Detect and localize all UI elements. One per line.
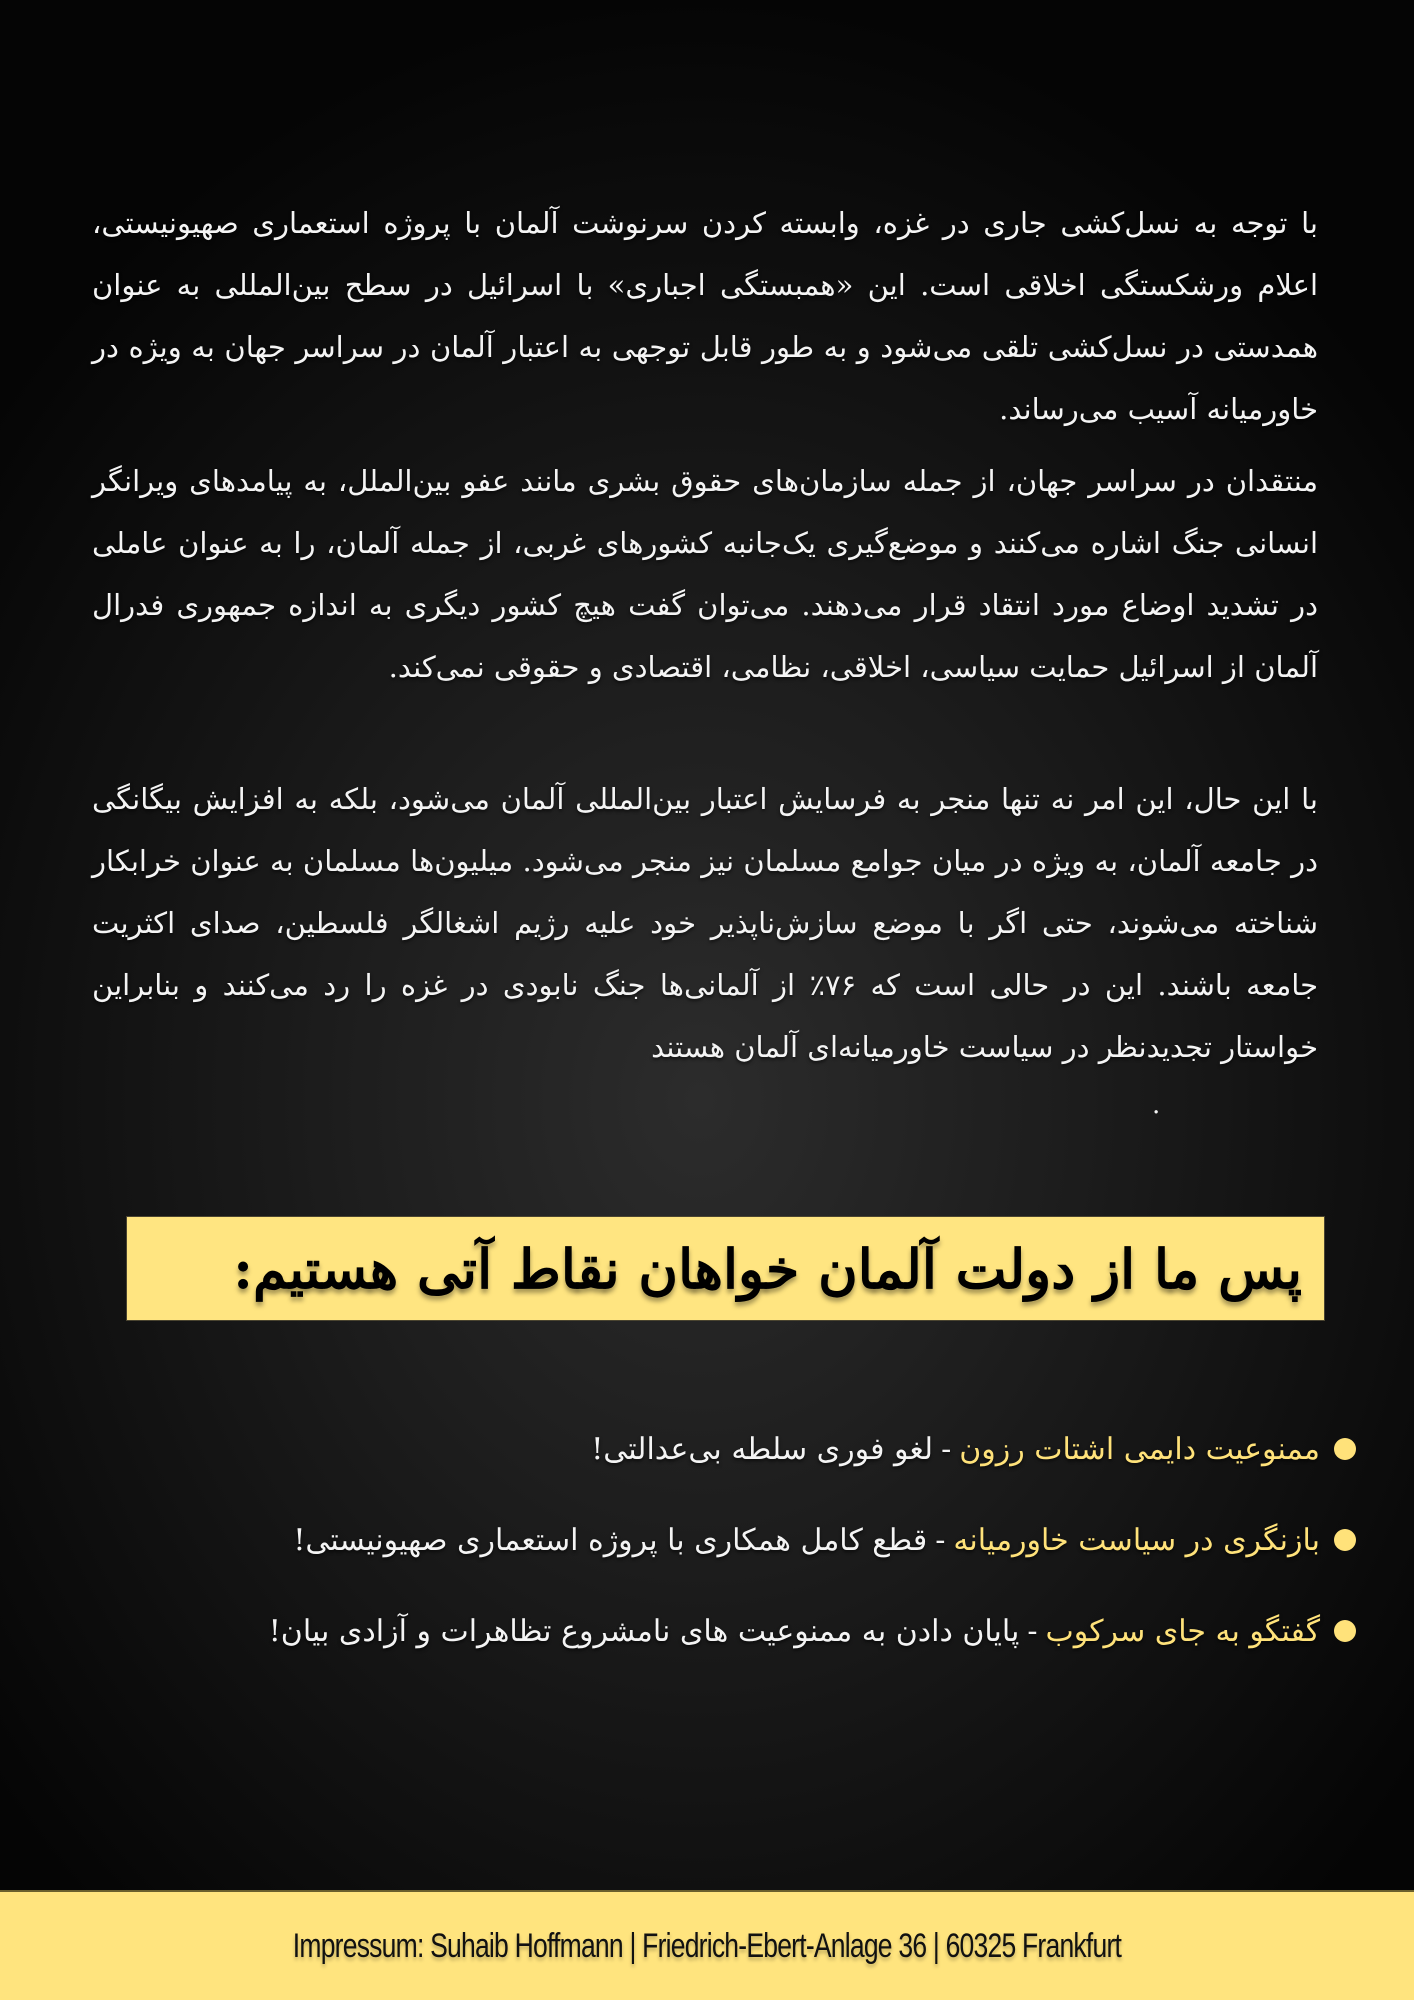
demand-title: گفتگو به جای سرکوب xyxy=(1045,1613,1320,1649)
demands-heading: پس ما از دولت آلمان خواهان نقاط آتی هستیم: xyxy=(233,1236,1302,1301)
demand-item-3 xyxy=(156,1602,1356,1660)
body-paragraph-2: منتقدان در سراسر جهان، از جمله سازمان‌های حقوق بشری مانند عفو بین‌الملل، به پیامدهای ویرانگر انسانی جنگ اشاره می‌کنند و موضع‌گیری یک‌جانبه کشورهای غربی، از جمله آلمان، را به عنوان عاملی در تشدید اوضاع مورد انتقاد قرار می‌دهند. می‌توان گفت هیچ کشور دیگری به اندازه جمهوری فدرال آلمان از اسرائیل حمایت سیاسی، اخلاقی، نظامی، اقتصادی و حقوقی نمی‌کند. xyxy=(92,464,1318,684)
demands-heading-banner xyxy=(126,1216,1325,1321)
demand-item-2 xyxy=(156,1511,1356,1569)
demand-item-1 xyxy=(156,1420,1356,1478)
demand-description: لغو فوری سلطه بی‌عدالتی! xyxy=(591,1431,934,1467)
body-paragraph-3: با این حال، این امر نه تنها منجر به فرسایش اعتبار بین‌المللی آلمان می‌شود، بلکه به افزایش بیگانگی در جامعه آلمان، به ویژه در میان جوامع مسلمان نیز منجر می‌شود. میلیون‌ها مسلمان به عنوان خرابکار شناخته می‌شوند، حتی اگر با موضع سازش‌ناپذیر خود علیه رژیم اشغالگر فلسطین، صدای اکثریت جامعه باشند. این در حالی است که ۷۶٪ از آلمانی‌ها جنگ نابودی در غزه را رد می‌کنند و بنابراین خواستار تجدیدنظر در سیاست خاورمیانه‌ای آلمان هستند xyxy=(92,782,1318,1064)
stray-period: . xyxy=(1152,1090,1161,1120)
footer-imprint-bar xyxy=(0,1890,1414,2000)
demand-title: ممنوعیت دایمی اشتات رزون xyxy=(959,1431,1320,1467)
demands-list xyxy=(156,1420,1356,1693)
body-paragraph-1: با توجه به نسل‌کشی جاری در غزه، وابسته کردن سرنوشت آلمان با پروژه استعماری صهیونیستی، اعلام ورشکستگی اخلاقی است. این «همبستگی اجباری» با اسرائیل در سطح بین‌المللی به عنوان همدستی در نسل‌کشی تلقی می‌شود و به طور قابل توجهی به اعتبار آلمان در سراسر جهان به ویژه در خاورمیانه آسیب می‌رساند. xyxy=(92,206,1318,426)
bullet-icon xyxy=(1334,1620,1356,1642)
demand-description: قطع کامل همکاری با پروژه استعماری صهیونیستی! xyxy=(293,1522,928,1558)
demand-description: پایان دادن به ممنوعیت های نامشروع تظاهرات و آزادی بیان! xyxy=(268,1613,1020,1649)
demand-separator: - xyxy=(941,1431,952,1467)
imprint-text: Impressum: Suhaib Hoffmann | Friedrich-Ebert-Anlage 36 | 60325 Frankfurt xyxy=(292,1926,1122,1965)
bullet-icon xyxy=(1334,1438,1356,1460)
demand-title: بازنگری در سیاست خاورمیانه xyxy=(953,1522,1320,1558)
demand-separator: - xyxy=(935,1522,946,1558)
bullet-icon xyxy=(1334,1529,1356,1551)
demand-separator: - xyxy=(1027,1613,1038,1649)
